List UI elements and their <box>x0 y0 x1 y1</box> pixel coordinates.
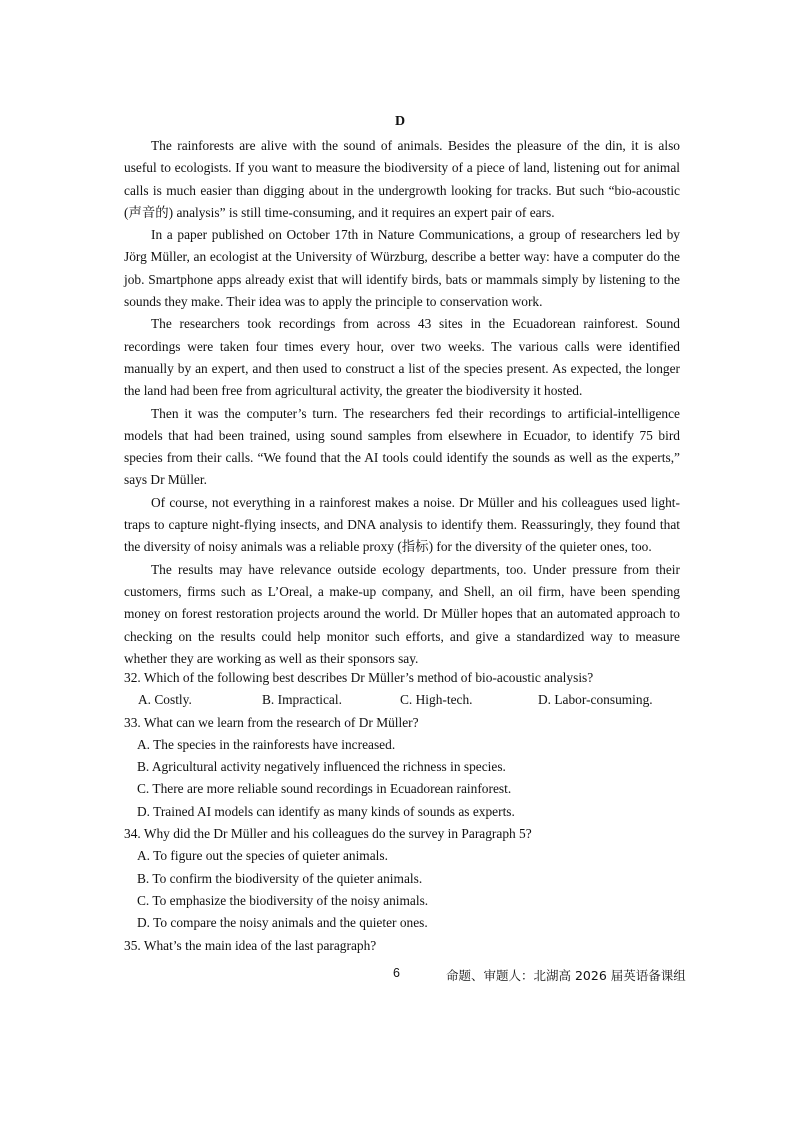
option-c: C. There are more reliable sound recordings in Ecuadorean rainforest. <box>137 781 512 797</box>
question-35 <box>124 935 684 957</box>
reading-passage <box>124 135 680 670</box>
question-list <box>124 667 684 957</box>
option-row <box>124 689 684 711</box>
passage-paragraph-5: Of course, not everything in a rainforest makes a noise. Dr Müller and his colleagues used light-traps to capture night-flying insects, and DNA analysis to identify them. Reassuringly, they found that the diversity of noisy animals was a reliable proxy (指标) for the diversity of the quieter ones, too. <box>124 494 680 555</box>
option-b: B. Agricultural activity negatively influenced the richness in species. <box>137 759 506 775</box>
question-34 <box>124 823 684 934</box>
option-c: C. High-tech. <box>400 692 473 708</box>
section-heading: D <box>394 114 406 129</box>
question-stem: 34. Why did the Dr Müller and his colleagues do the survey in Paragraph 5? <box>124 826 532 842</box>
passage-paragraph-2: In a paper published on October 17th in Nature Communications, a group of researchers led by Jörg Müller, an ecologist at the University of Würzburg, describe a better way: have a computer do the job. Smartphone apps already exist that will identify birds, bats or mammals simply by listening to the sounds they make. Their idea was to apply the principle to conservation work. <box>124 227 680 310</box>
question-32 <box>124 667 684 712</box>
question-stem: 32. Which of the following best describes Dr Müller’s method of bio-acoustic analysis? <box>124 670 594 685</box>
option-a: A. The species in the rainforests have increased. <box>137 736 396 752</box>
footer-note: 命题、审题人：北湖高 2026 届英语备课组 <box>446 968 686 983</box>
passage-paragraph-6: The results may have relevance outside ecology departments, too. Under pressure from their customers, firms such as L’Oreal, a make-up company, and Shell, an oil firm, have been spending money on forest restoration projects around the world. Dr Müller hopes that an automated approach to checking on the results could help monitor such efforts, and give a standardized way to measure whether they are working as well as their sponsors say. <box>124 561 680 666</box>
passage-paragraph-3: The researchers took recordings from across 43 sites in the Ecuadorean rainforest. Sound recordings were taken four times every hour, over two weeks. The various calls were identified manually by an expert, and then used to construct a list of the species present. As expected, the longer the land had been free from agricultural activity, the greater the biodiversity it hosted. <box>124 316 680 399</box>
option-d: D. Trained AI models can identify as many kinds of sounds as experts. <box>137 803 515 819</box>
option-c: C. To emphasize the biodiversity of the noisy animals. <box>137 892 429 908</box>
question-stem: 33. What can we learn from the research of Dr Müller? <box>124 714 419 730</box>
option-d: D. To compare the noisy animals and the quieter ones. <box>137 915 428 931</box>
question-33 <box>124 712 684 823</box>
passage-paragraph-1: The rainforests are alive with the sound of animals. Besides the pleasure of the din, it is also useful to ecologists. If you want to measure the biodiversity of a piece of land, listening out for animal calls is much easier than digging about in the undergrowth looking for tracks. But such “bio-acoustic (声音的) analysis” is still time-consuming, and it requires an expert pair of ears. <box>124 138 680 220</box>
option-b: B. To confirm the biodiversity of the quieter animals. <box>137 870 423 886</box>
option-b: B. Impractical. <box>262 692 342 708</box>
option-d: D. Labor-consuming. <box>538 692 653 708</box>
page-number: 6 <box>393 966 400 980</box>
option-a: A. Costly. <box>138 692 192 708</box>
question-stem: 35. What’s the main idea of the last paragraph? <box>124 937 377 953</box>
passage-paragraph-4: Then it was the computer’s turn. The researchers fed their recordings to artificial-intelligence models that had been trained, using sound samples from elsewhere in Ecuador, to identify 75 bird species from their calls. “We found that the AI tools could identify the sounds as well as the experts,” says Dr Müller. <box>124 405 680 488</box>
option-a: A. To figure out the species of quieter animals. <box>137 848 388 864</box>
